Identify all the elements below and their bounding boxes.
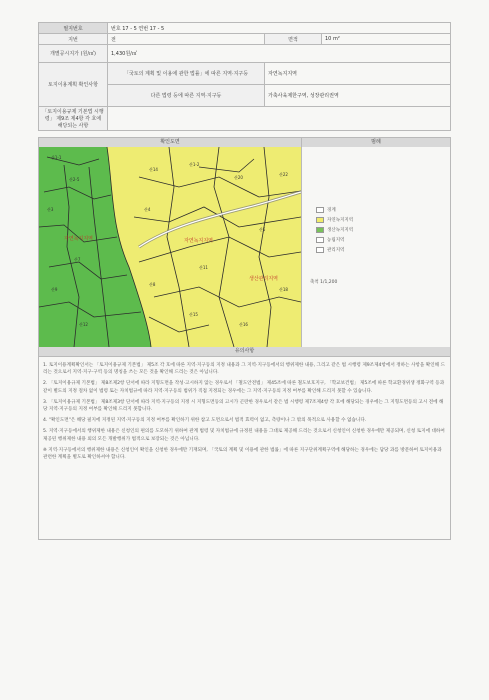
legend-swatch <box>316 207 324 213</box>
legend-item-label: 관리지역 <box>327 248 345 253</box>
parcel-label: 산16 <box>239 322 248 327</box>
legend-item-label: 경계 <box>327 208 336 213</box>
legend-section-header: 범례 <box>302 137 451 147</box>
legend-item <box>316 247 344 253</box>
parcel-label: 산1-1 <box>51 155 62 160</box>
parcel-label: 산22 <box>279 172 288 177</box>
map-zone-label-green: 자연녹지지역 <box>64 236 93 242</box>
parcel-number-value: 번호 17 - 5 연번 17 - 5 <box>108 23 451 34</box>
parcel-label: 산14 <box>149 167 158 172</box>
land-use-value1: 자연녹지지역 <box>265 63 451 85</box>
parcel-label: 산5 <box>259 227 266 232</box>
parcel-label: 산9 <box>51 287 58 292</box>
map-zone-label-yellow: 자연녹지지역 <box>184 238 213 244</box>
lot-value: 전 <box>108 34 265 45</box>
note-paragraph: ※ 지역·지구등에서의 행위제한 내용은 신청인이 확인을 신청한 경우에만 기재되며, 「국토의 계획 및 이용에 관한 법률」에 따른 지구단위계획구역에 해당하는 경우에는 담당 과를 방문하여 토지이용과 관련한 계획을 별도로 확인하셔야 합니다. <box>43 447 442 461</box>
area-value: 10 m² <box>322 34 451 45</box>
parcel-label: 산2-5 <box>69 177 80 182</box>
parcel-label: 산3 <box>47 207 54 212</box>
parcel-label: 산12 <box>79 322 88 327</box>
parcel-number-header: 필지번호 <box>39 23 108 34</box>
document-page <box>38 22 451 540</box>
map-section-header: 확인도면 <box>38 137 302 147</box>
land-price-header: 개별공시지가 (원/㎡) <box>39 45 108 63</box>
lot-header: 지번 <box>39 34 108 45</box>
note-paragraph: 3. 「토지이용규제 기본법」 제8조제3항 단서에 따라 지역·지구등의 지정 시 지형도면등의 고시가 곤란한 경우로서 같은 법 시행령 제7조제4항 각 호에 해당되는 경우에는 그 지형도면등의 고시 전에 해당 지역·지구등의 지정 여부를 확인해 드리지 못합니다. <box>43 399 444 413</box>
notes-body <box>38 357 451 540</box>
legend-swatch <box>316 227 324 233</box>
parcel-label: 산4 <box>144 207 151 212</box>
legend-item-label: 생산녹지지역 <box>327 228 354 233</box>
legend-item <box>316 227 353 233</box>
land-use-value2: 가축사육제한구역, 성장관리권역 <box>265 85 451 107</box>
legend-item <box>316 217 353 223</box>
parcel-label: 산1-2 <box>189 162 200 167</box>
legend-item <box>316 237 344 243</box>
land-use-sub2: 다른 법령 등에 따른 지역·지구등 <box>108 85 265 107</box>
land-info-table <box>38 22 451 131</box>
parcel-label: 산11 <box>199 265 208 270</box>
enforcement-value <box>108 107 451 131</box>
parcel-label: 산8 <box>149 282 156 287</box>
legend-scale-label: 축척 1/1,200 <box>310 280 338 285</box>
parcel-label: 산7 <box>74 257 81 262</box>
note-paragraph: 5. 지역·지구등에서의 행위제한 내용은 신청인의 편의를 도모하기 위하여 관계 법령 및 자치법규에 규정된 내용을 그대로 제공해 드리는 것으로서 신청인이 신청한 경우에만 제공되며, 신청 토지에 대하여 제공된 행위제한 내용 외의 모든 개발행위가 법적으로 보장되는 것은 아닙니다. <box>43 429 445 442</box>
notes-header: 유의사항 <box>38 347 451 357</box>
legend-item-label: 농림지역 <box>327 238 345 243</box>
land-price-value: 1,430원/㎡ <box>108 45 451 63</box>
legend-panel <box>302 147 450 347</box>
legend-item-label: 자연녹지지역 <box>327 218 354 223</box>
legend-swatch <box>316 247 324 253</box>
enforcement-header: 「토지이용규제 기본법 시행령」 제9조 제4항 각 호에 해당되는 사항 <box>39 107 108 131</box>
land-use-sub1: 「국토의 계획 및 이용에 관한 법률」에 따른 지역·지구등 <box>108 63 265 85</box>
note-paragraph: 4. "확인도면"은 해당 필지에 지정된 지역·지구등의 지정 여부를 확인하기 위한 참고 도면으로서 법적 효력이 없고, 측량이나 그 밖의 목적으로 사용할 수 없습니다. <box>43 418 367 424</box>
confirmation-map <box>39 147 302 347</box>
parcel-label: 산20 <box>234 175 243 180</box>
map-zone-label-red: 생산관리지역 <box>249 276 278 282</box>
note-paragraph: 1. 토지이용계획확인서는 「토지이용규제 기본법」 제5조 각 호에 따른 지역·지구등의 지정 내용과 그 지역·지구등에서의 행위제한 내용, 그리고 같은 법 시행령 제9조제4항에서 정하는 사항을 확인해 드리는 것으로서 지역·지구·구역 등의 명칭을 쓰는 모든 것을 확인해 드리는 것은 아닙니다. <box>43 363 446 376</box>
land-use-header: 토지이용계획 확인사항 <box>39 63 108 107</box>
note-paragraph: 2. 「토지이용규제 기본법」 제8조제2항 단서에 따라 지형도면을 작성·고시하지 않는 경우로서 「철도안전법」 제45조에 따른 철도보호지구, 「학교보건법」 제5조에 따른 학교환경위생 정화구역 등과 같이 별도의 지정 절차 없이 법령 또는 자치법규에 따라 지역·지구등의 범위가 직접 지정되는 경우에는 그 지역·지구등의 지정 여부를 확인해 드리지 못할 수 있습니다. <box>43 381 445 394</box>
parcel-label: 산15 <box>189 312 198 317</box>
area-header: 면적 <box>265 34 322 45</box>
parcel-label: 산18 <box>279 287 288 292</box>
legend-scale <box>310 279 337 285</box>
legend-swatch <box>316 237 324 243</box>
legend-swatch <box>316 217 324 223</box>
figure-row <box>38 147 451 348</box>
legend-item <box>316 207 336 213</box>
